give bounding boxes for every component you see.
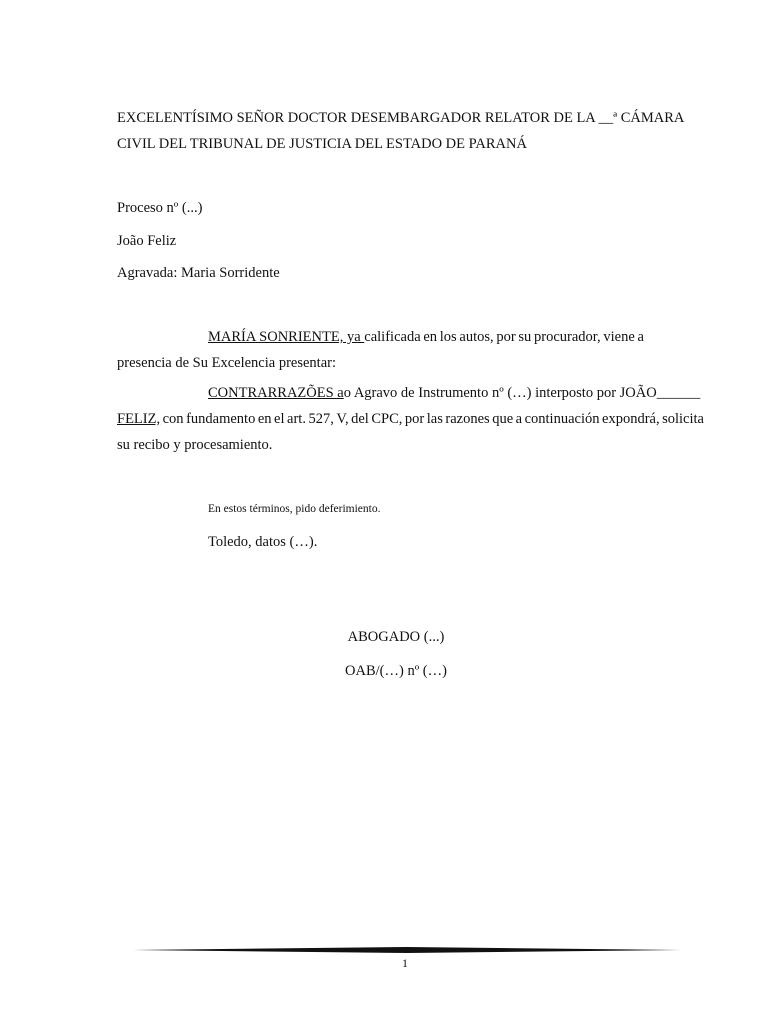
p1-word: viene bbox=[603, 329, 635, 345]
heading-line-1: EXCELENTÍSIMO SEÑOR DOCTOR DESEMBARGADOR RELATOR DE LA __ª CÁMARA bbox=[117, 110, 685, 126]
oab-number: OAB/(…) nº (…) bbox=[345, 663, 447, 679]
p1-word: en bbox=[423, 329, 438, 345]
p2-word: por bbox=[404, 411, 425, 427]
appellant-name: João Feliz bbox=[117, 233, 177, 249]
paragraph-2-line-2 bbox=[117, 410, 704, 428]
heading-line-2: CIVIL DEL TRIBUNAL DE JUSTICIA DEL ESTADO DE PARANÁ bbox=[117, 136, 527, 152]
paragraph-1-line-1 bbox=[208, 328, 644, 346]
footer-rule bbox=[133, 947, 681, 953]
p2-word: fundamento bbox=[186, 411, 256, 427]
p2-word: a bbox=[515, 411, 523, 427]
appellee-name: Agravada: Maria Sorridente bbox=[117, 265, 280, 281]
place-date: Toledo, datos (…). bbox=[208, 534, 318, 550]
p2-word: el bbox=[274, 411, 285, 427]
p2-text: o Agravo de Instrumento nº (…) interposto por JOÃO bbox=[343, 385, 657, 401]
p1-word: procurador, bbox=[534, 329, 601, 345]
blank-field: ______ bbox=[656, 385, 701, 401]
page-number: 1 bbox=[402, 956, 408, 970]
p1-word: su bbox=[518, 329, 532, 345]
p1-word: por bbox=[496, 329, 516, 345]
p2-word: que bbox=[492, 411, 514, 427]
paragraph-2-line-1 bbox=[208, 384, 701, 402]
p2-word: V, bbox=[336, 411, 349, 427]
paragraph-2-line-3: su recibo y procesamiento. bbox=[117, 437, 273, 453]
p2-word: con bbox=[162, 411, 184, 427]
p2-word: las bbox=[426, 411, 443, 427]
p2-word: art. bbox=[287, 411, 306, 427]
p2-word: solicita bbox=[662, 411, 704, 427]
p1-word: calificada bbox=[364, 329, 421, 345]
appellant-surname: FELIZ, bbox=[117, 411, 161, 427]
paragraph-1-line-2: presencia de Su Excelencia presentar: bbox=[117, 355, 337, 371]
p2-word: continuación bbox=[524, 411, 600, 427]
p2-word: CPC, bbox=[371, 411, 403, 427]
p2-word: expondrá, bbox=[602, 411, 660, 427]
document-title: CONTRARRAZÕES a bbox=[208, 385, 344, 401]
p1-word: a bbox=[637, 329, 644, 345]
lawyer-signature: ABOGADO (...) bbox=[347, 629, 445, 645]
process-number: Proceso nº (...) bbox=[117, 200, 203, 216]
p2-word: 527, bbox=[308, 411, 334, 427]
closing-terms: En estos términos, pido deferimiento. bbox=[208, 503, 381, 515]
p2-word: en bbox=[257, 411, 272, 427]
p2-word: razones bbox=[445, 411, 490, 427]
party-name: MARÍA SONRIENTE, ya bbox=[208, 329, 365, 345]
p1-word: los bbox=[439, 329, 457, 345]
p1-word: autos, bbox=[459, 329, 494, 345]
p2-word: del bbox=[351, 411, 369, 427]
